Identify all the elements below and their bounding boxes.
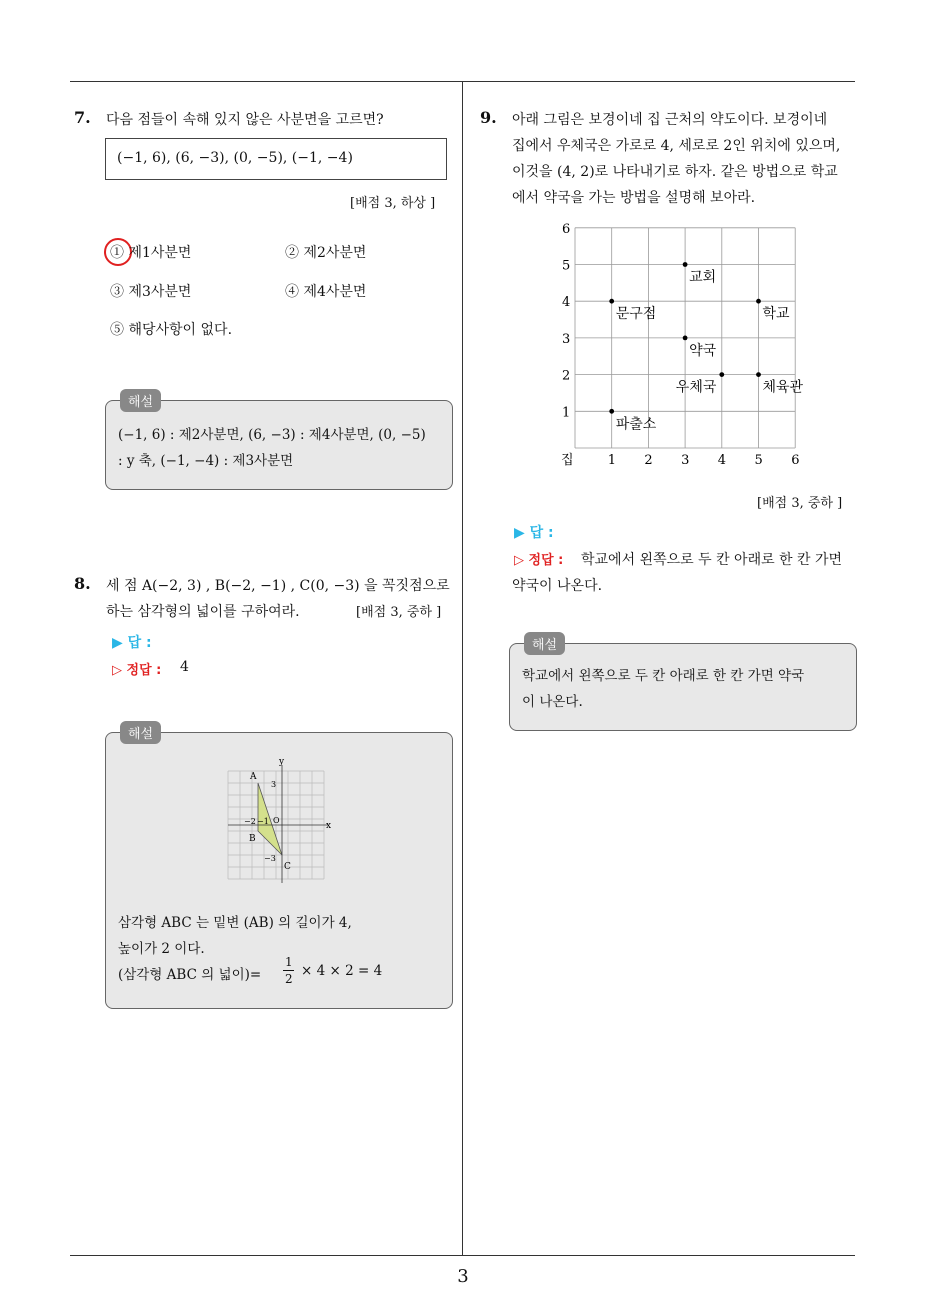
option-2[interactable]: ② 제2사분면	[285, 245, 367, 261]
correct-label: ▷ 정답 :	[112, 663, 162, 678]
point-c-label: C	[284, 862, 291, 872]
option-3[interactable]: ③ 제3사분면	[110, 284, 192, 300]
solution-tab: 해설	[524, 632, 565, 655]
map-point	[756, 299, 761, 304]
question-number: 7.	[74, 108, 91, 127]
solution-line-2: : y 축, (−1, −4) : 제3사분면	[118, 453, 294, 469]
question-number: 8.	[74, 574, 91, 593]
column-divider	[462, 82, 463, 1255]
solution-tab: 해설	[120, 721, 161, 744]
option-1[interactable]: ① 제1사분면	[110, 245, 192, 261]
question-text-line-2: 하는 삼각형의 넓이를 구하여라.	[106, 604, 300, 620]
solution-line-2: 높이가 2 이다.	[118, 941, 205, 957]
option-4[interactable]: ④ 제4사분면	[285, 284, 367, 300]
option-5[interactable]: ⑤ 해당사항이 없다.	[110, 322, 233, 338]
y-tick-label: 5	[562, 258, 571, 274]
point-a-label: A	[250, 772, 257, 782]
score-label: [배점 3, 중하 ]	[757, 496, 843, 511]
y-tick-label: 3	[562, 331, 571, 347]
tick-minus-three: −3	[264, 854, 276, 863]
question-text: 다음 점들이 속해 있지 않은 사분면을 고르면?	[106, 112, 384, 128]
origin-label: O	[273, 816, 280, 825]
score-label: [배점 3, 하상 ]	[350, 196, 436, 211]
y-tick-label: 1	[562, 405, 571, 421]
tick-minus-two: −2	[244, 817, 256, 826]
question-number: 9.	[480, 108, 497, 127]
x-axis-label: x	[326, 821, 332, 831]
points-list: (−1, 6), (6, −3), (0, −5), (−1, −4)	[117, 150, 353, 166]
page-number: 3	[457, 1266, 469, 1287]
solution-line-1: 삼각형 ABC 는 밑변 (AB) 의 길이가 4,	[118, 915, 352, 931]
solution-box	[509, 643, 857, 731]
y-tick-label: 6	[562, 221, 571, 237]
correct-line-1: 학교에서 왼쪽으로 두 칸 아래로 한 칸 가면	[581, 552, 843, 568]
solution-line-1: 학교에서 왼쪽으로 두 칸 아래로 한 칸 가면 약국	[522, 668, 805, 684]
solution-line-3-suffix: × 4 × 2 = 4	[301, 963, 383, 979]
map-origin-label: 집	[561, 453, 574, 468]
map-point	[683, 262, 688, 267]
solution-line-3-prefix: (삼각형 ABC 의 넓이)=	[118, 967, 262, 983]
solution-line-2: 이 나온다.	[522, 694, 583, 710]
x-tick-label: 3	[681, 453, 690, 468]
tick-minus-one: −1	[257, 817, 269, 826]
triangle-graph	[224, 757, 334, 887]
map-point	[756, 372, 761, 377]
solution-box	[105, 732, 453, 1009]
question-text-line-2: 집에서 우체국은 가로로 4, 세로로 2인 위치에 있으며,	[512, 138, 841, 154]
x-tick-label: 1	[607, 453, 616, 468]
question-text-line-3: 이것을 (4, 2)로 나타내기로 하자. 같은 방법으로 학교	[512, 164, 838, 180]
correct-label: ▷ 정답 :	[514, 553, 564, 568]
map-points	[609, 262, 803, 432]
fraction-denominator: 2	[285, 972, 293, 986]
map-point	[609, 299, 614, 304]
x-tick-label: 6	[791, 453, 800, 468]
points-box	[105, 138, 447, 180]
map-point-label: 학교	[762, 306, 790, 323]
fraction-bar	[283, 970, 294, 971]
neighborhood-map-chart	[555, 220, 815, 470]
y-tick-label: 2	[562, 368, 571, 384]
map-point-label: 우체국	[675, 379, 717, 396]
solution-tab: 해설	[120, 389, 161, 412]
solution-line-1: (−1, 6) : 제2사분면, (6, −3) : 제4사분면, (0, −5)	[118, 427, 426, 443]
map-point-label: 약국	[689, 342, 717, 359]
map-point	[719, 372, 724, 377]
correct-value: 4	[180, 659, 189, 675]
x-tick-label: 2	[644, 453, 653, 468]
x-tick-label: 4	[717, 453, 727, 468]
map-point-label: 교회	[689, 269, 717, 286]
map-point-label: 체육관	[762, 379, 804, 396]
question-text-line-1: 아래 그림은 보경이네 집 근처의 약도이다. 보경이네	[512, 112, 828, 128]
solution-box	[105, 400, 453, 490]
fraction-numerator: 1	[285, 955, 293, 969]
score-label: [배점 3, 중하 ]	[356, 605, 442, 620]
correct-line-2: 약국이 나온다.	[512, 578, 603, 594]
answer-label: ▶ 답 :	[514, 525, 554, 541]
point-b-label: B	[249, 834, 256, 844]
y-axis-label: y	[279, 757, 285, 767]
question-text-line-4: 에서 약국을 가는 방법을 설명해 보아라.	[512, 190, 756, 206]
answer-label: ▶ 답 :	[112, 635, 152, 651]
tick-three: 3	[271, 780, 277, 789]
x-tick-label: 5	[754, 453, 763, 468]
question-text-line-1: 세 점 A(−2, 3) , B(−2, −1) , C(0, −3) 을 꼭짓점으로	[106, 578, 450, 594]
map-point-label: 문구점	[615, 306, 657, 323]
map-point-label: 파출소	[615, 416, 657, 433]
bottom-rule	[70, 1255, 855, 1256]
map-point	[683, 336, 688, 341]
y-tick-label: 4	[562, 295, 571, 311]
map-ticks	[562, 222, 799, 468]
map-point	[609, 409, 614, 414]
